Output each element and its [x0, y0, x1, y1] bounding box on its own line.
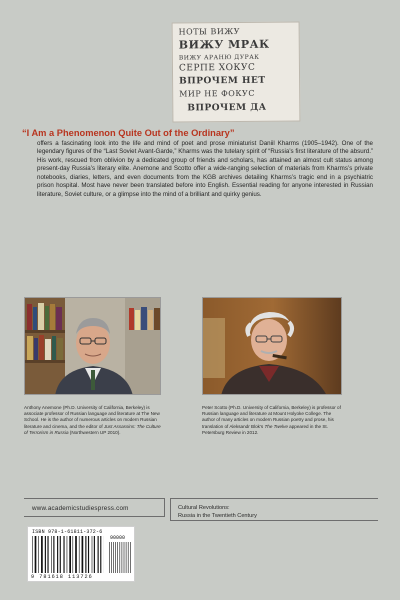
- divider-line: [170, 498, 378, 499]
- barcode-bar: [111, 542, 112, 573]
- author-bio-anemone: Anthony Anemone (Ph.D. University of California, Berkeley) is associate professor of Russian language and literature at The New School. He is the author of numerous articles on modern Russian literature and cinema, and the editor of Just Assassins: The Culture of Terrorism in Russia (Northwestern UP 2010).: [24, 405, 161, 435]
- manuscript-line: ВПРОЧЕМ НЕТ: [179, 75, 266, 87]
- author-photo-scotto: [202, 297, 342, 395]
- barcode-bar: [45, 536, 46, 573]
- manuscript-line: ВИЖУ АРАНЮ ДУРАК: [178, 53, 260, 62]
- barcode-bar: [82, 536, 84, 573]
- barcode-bar: [126, 542, 127, 573]
- barcode-bar: [60, 536, 61, 573]
- barcode-bar: [115, 542, 116, 573]
- series-name: Cultural Revolutions: Russia in the Twentieth Century: [178, 505, 257, 519]
- divider-line: [24, 516, 164, 517]
- publisher-website: www.academicstudiespress.com: [32, 505, 129, 512]
- barcode-bar: [109, 542, 110, 573]
- isbn-barcode: [27, 526, 135, 582]
- barcode-bars: [32, 536, 104, 573]
- barcode-bar: [130, 542, 131, 573]
- price-barcode-bars: [109, 542, 131, 573]
- barcode-bar: [85, 536, 86, 573]
- barcode-bar: [63, 536, 64, 573]
- author-photo-anemone: [24, 297, 161, 395]
- barcode-bar: [113, 542, 114, 573]
- barcode-bar: [100, 536, 101, 573]
- divider-line: [24, 498, 164, 499]
- barcode-bar: [41, 536, 43, 573]
- barcode-bar: [79, 536, 80, 573]
- barcode-bar: [124, 542, 125, 573]
- manuscript-line: СЕРПЕ ХОКУС: [178, 62, 256, 74]
- book-title-quote: “I Am a Phenomenon Quite Out of the Ordinary”: [22, 128, 235, 138]
- barcode-bar: [117, 542, 118, 573]
- author-bio-scotto: Peter Scotto (Ph.D. University of California, Berkeley) is professor of Russian language and literature at Mount Holyoke College. The author of many articles on modern Russian poetry and prose, his translation of Aleksandr Blok’s The Twelve appeared in the St. Petersburg Review in 2012.: [202, 405, 341, 435]
- manuscript-line: НОТЫ ВИЖУ: [178, 26, 241, 37]
- portrait-illustration: [25, 298, 161, 395]
- barcode-bar: [53, 536, 54, 573]
- manuscript-line: ВПРОЧЕМ ДА: [187, 102, 267, 114]
- barcode-bar: [98, 536, 99, 573]
- divider-line: [170, 498, 171, 521]
- barcode-bar: [94, 536, 95, 573]
- barcode-bar: [88, 536, 89, 573]
- barcode-bar: [73, 536, 74, 573]
- barcode-bar: [122, 542, 123, 573]
- barcode-bar: [75, 536, 77, 573]
- barcode-bar: [32, 536, 33, 573]
- portrait-illustration: [203, 298, 342, 395]
- barcode-bar: [92, 536, 93, 573]
- divider-line: [170, 520, 378, 521]
- barcode-bar: [67, 536, 68, 573]
- barcode-bar: [38, 536, 39, 573]
- ean-digits: 9 781618 113726: [31, 574, 93, 580]
- barcode-bar: [69, 536, 71, 573]
- barcode-bar: [51, 536, 52, 573]
- manuscript-image: [172, 21, 301, 122]
- barcode-bar: [120, 542, 121, 573]
- divider-line: [164, 498, 165, 517]
- book-description: offers a fascinating look into the life and mind of poet and prose miniaturist Daniil Kharms (1905–1942). One of the legendary figures of the “Last Soviet Avant-Garde,” Kharms was the tutelary spirit of “Russia’s first literature of the absurd.” His work, rescued from oblivion by a dedicated group of friends and scholars, has attained an almost cult status among present-day Russia’s literary elite. Anemone and Scotto offer a wide-ranging selection of materials from Kharms’s private notebooks, diaries, letters, and even documents from the KGB archives detailing Kharms’s tragic end in a psychiatric prison hospital. Most have never been translated before into English. Essential reading for anyone interested in Russian literature, Soviet culture, or a glimpse into the mind of a brilliant and quirky genius.: [37, 140, 373, 198]
- isbn-number: ISBN 978-1-61811-372-6: [32, 529, 103, 535]
- manuscript-line: ВИЖУ МРАК: [178, 37, 270, 52]
- barcode-bar: [35, 536, 37, 573]
- manuscript-line: МИР НЕ ФОКУС: [179, 88, 255, 99]
- barcode-bar: [57, 536, 58, 573]
- price-code: 90000: [110, 535, 126, 541]
- barcode-bar: [128, 542, 129, 573]
- barcode-bar: [47, 536, 48, 573]
